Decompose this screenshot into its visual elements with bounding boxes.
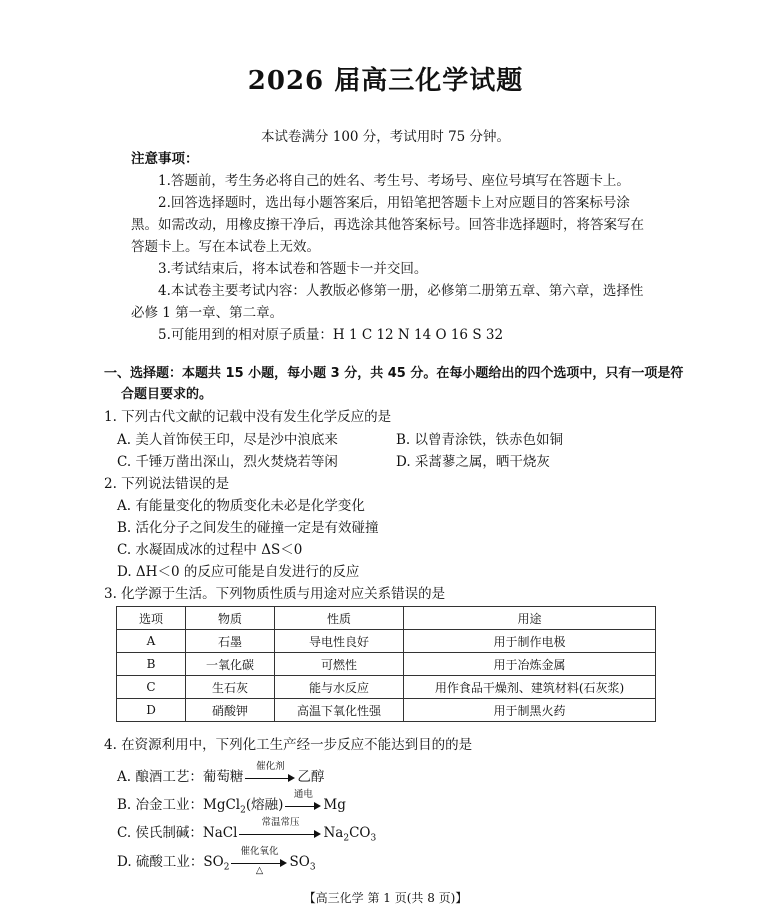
- q4-d-product: SO: [289, 854, 310, 870]
- q4-option-b: [117, 788, 346, 820]
- reaction-condition: 催化氧化: [240, 845, 279, 857]
- exam-info: 本试卷满分 100 分，考试用时 75 分钟。: [260, 129, 511, 145]
- q4-a-reactant: A. 酿酒工艺：葡萄糖: [117, 769, 244, 785]
- q2-option-d: D. ΔH＜0 的反应可能是自发进行的反应: [117, 564, 360, 580]
- table-cell: 用于冶炼金属: [404, 653, 656, 676]
- reaction-arrow: [239, 816, 321, 841]
- q2-stem: 2. 下列说法错误的是: [104, 476, 230, 492]
- table-cell: 导电性良好: [275, 630, 404, 653]
- q4-c-product-2: CO: [349, 825, 371, 841]
- q4-option-c: [117, 816, 377, 848]
- q2-option-b: B. 活化分子之间发生的碰撞一定是有效碰撞: [117, 520, 379, 536]
- table-cell: 用于制黑火药: [404, 699, 656, 722]
- q2-option-c: C. 水凝固成冰的过程中 ΔS＜0: [117, 542, 303, 558]
- q4-a-product: 乙醇: [297, 769, 325, 785]
- table-cell: 生石灰: [186, 676, 275, 699]
- q4-b-state: (熔融): [245, 797, 284, 813]
- q4-d-reactant: D. 硫酸工业：SO: [117, 854, 224, 870]
- note-line: 黑。如需改动，用橡皮擦干净后，再选涂其他答案标号。回答非选择题时，将答案写在: [131, 217, 644, 233]
- table-cell: 用作食品干燥剂、建筑材料(石灰浆): [404, 676, 656, 699]
- table-row: [117, 699, 656, 722]
- reaction-condition: 常温常压: [261, 816, 300, 828]
- table-cell: 硝酸钾: [186, 699, 275, 722]
- section-heading-cont: 合题目要求的。: [121, 387, 213, 402]
- notes-heading: 注意事项：: [131, 151, 199, 167]
- q1-option-d: D. 采蒿蓼之属，晒干烧灰: [396, 454, 550, 470]
- table-cell: 一氧化碳: [186, 653, 275, 676]
- column-header: 性质: [275, 607, 404, 630]
- note-line: 答题卡上。写在本试卷上无效。: [131, 239, 320, 255]
- note-line: 5.可能用到的相对原子质量：H 1 C 12 N 14 O 16 S 32: [158, 327, 504, 343]
- q4-stem: 4. 在资源利用中，下列化工生产经一步反应不能达到目的的是: [104, 737, 473, 753]
- table-cell: 高温下氧化性强: [275, 699, 404, 722]
- table-header-row: [117, 607, 656, 630]
- reaction-condition: 催化剂: [256, 760, 285, 772]
- table-cell: D: [117, 699, 186, 722]
- column-header: 用途: [404, 607, 656, 630]
- subscript: 2: [240, 805, 246, 816]
- q1-stem: 1. 下列古代文献的记载中没有发生化学反应的是: [104, 409, 392, 425]
- table-cell: 用于制作电极: [404, 630, 656, 653]
- table-cell: 可燃性: [275, 653, 404, 676]
- q1-option-a: A. 美人首饰侯王印，尽是沙中浪底来: [117, 432, 338, 448]
- table-row: [117, 676, 656, 699]
- q4-c-reactant: C. 侯氏制碱：NaCl: [117, 825, 238, 841]
- table-row: [117, 630, 656, 653]
- note-line: 必修 1 第一章、第二章。: [131, 305, 284, 321]
- q4-b-product: Mg: [323, 797, 346, 813]
- reaction-arrow: [245, 760, 295, 785]
- q4-option-d: [117, 845, 316, 877]
- subscript: 3: [370, 833, 377, 844]
- properties-table: [116, 606, 656, 722]
- column-header: 物质: [186, 607, 275, 630]
- reaction-condition: 通电: [293, 788, 313, 800]
- note-line: 2.回答选择题时，选出每小题答案后，用铅笔把答题卡上对应题目的答案标号涂: [158, 195, 630, 211]
- table-cell: A: [117, 630, 186, 653]
- section-heading: 一、选择题：本题共 15 小题，每小题 3 分，共 45 分。在每小题给出的四个选项中，只有一项是符: [104, 366, 684, 381]
- q1-option-c: C. 千锤万凿出深山，烈火焚烧若等闲: [117, 454, 338, 470]
- table-cell: C: [117, 676, 186, 699]
- subscript: 2: [223, 862, 230, 873]
- subscript: 2: [343, 833, 350, 844]
- reaction-arrow: [285, 788, 321, 813]
- note-line: 3.考试结束后，将本试卷和答题卡一并交回。: [158, 261, 428, 277]
- note-line: 1.答题前，考生务必将自己的姓名、考生号、考场号、座位号填写在答题卡上。: [158, 173, 630, 189]
- q4-option-a: [117, 760, 325, 786]
- q3-stem: 3. 化学源于生活。下列物质性质与用途对应关系错误的是: [104, 586, 446, 602]
- table-cell: B: [117, 653, 186, 676]
- q4-c-product: Na: [323, 825, 344, 841]
- page-footer: 【高三化学 第 1 页(共 8 页)】: [303, 891, 468, 905]
- table-cell: 能与水反应: [275, 676, 404, 699]
- q4-b-reactant: B. 冶金工业：MgCl: [117, 797, 241, 813]
- reaction-arrow: [231, 845, 287, 876]
- q1-option-b: B. 以曾青涂铁，铁赤色如铜: [396, 432, 564, 448]
- note-line: 4.本试卷主要考试内容：人教版必修第一册，必修第二册第五章、第六章，选择性: [158, 283, 644, 299]
- table-row: [117, 653, 656, 676]
- table-cell: 石墨: [186, 630, 275, 653]
- reaction-condition-heat: △: [255, 864, 264, 876]
- column-header: 选项: [117, 607, 186, 630]
- subscript: 3: [309, 862, 316, 873]
- q2-option-a: A. 有能量变化的物质变化未必是化学变化: [117, 498, 365, 514]
- exam-title: 2026 届高三化学试题: [247, 66, 524, 96]
